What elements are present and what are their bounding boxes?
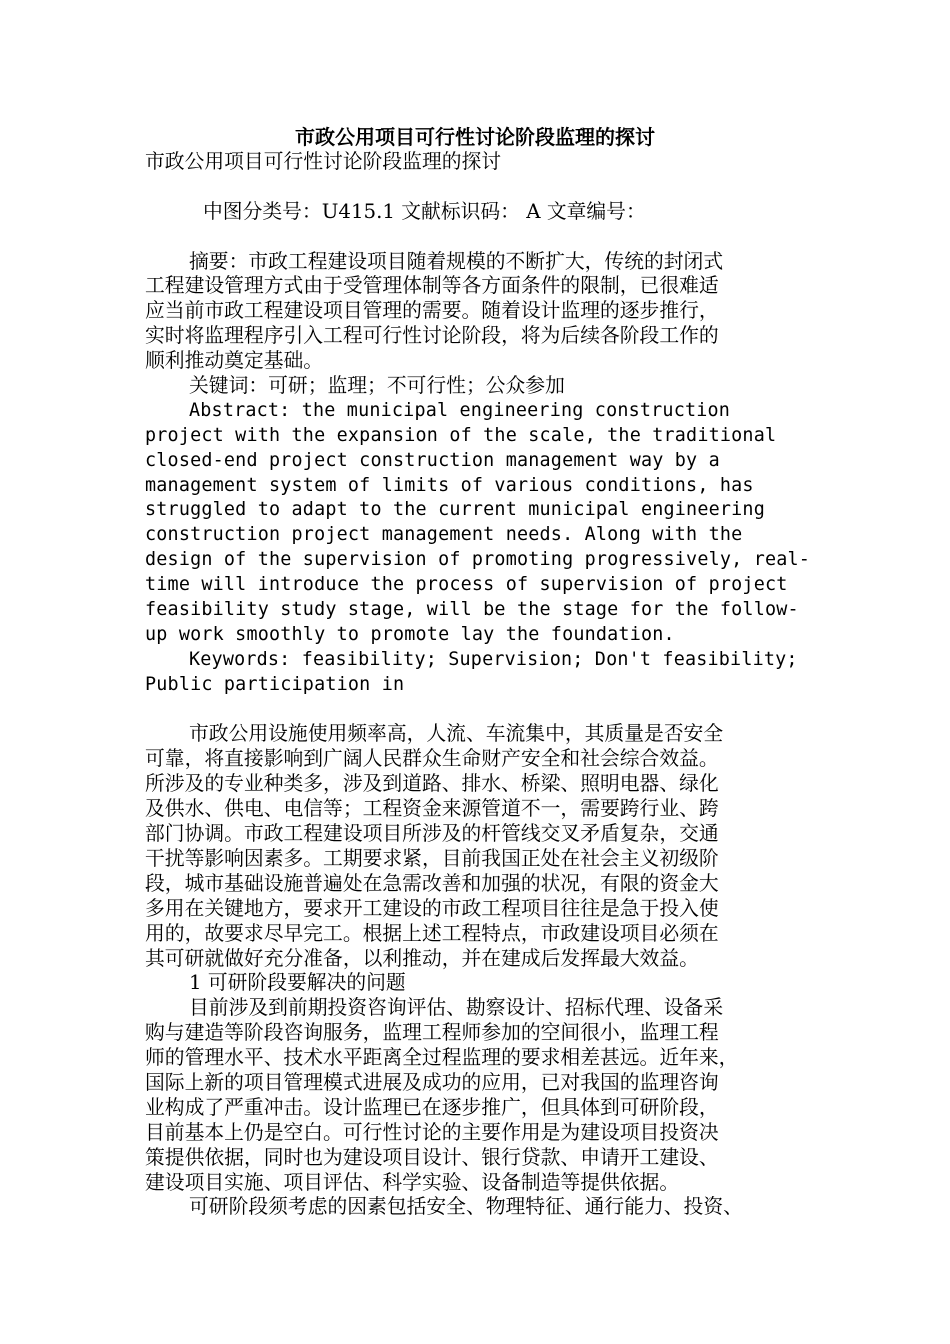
paragraph-line: 段，城市基础设施普遍处在急需改善和加强的状况，有限的资金大 [145,871,719,895]
paragraph-line: 策提供依据，同时也为建设项目设计、银行贷款、申请开工建设、 [145,1145,719,1169]
abstract-line: 顺利推动奠定基础。 [145,349,324,373]
keywords-en-line: Keywords: feasibility; Supervision; Don't feasibility; [189,648,798,670]
abstract-en-line: Abstract: the municipal engineering construction [189,399,731,421]
paragraph-line: 及供水、供电、电信等；工程资金来源管道不一，需要跨行业、跨 [145,797,719,821]
abstract-en-line: closed-end project construction management way by a [145,449,720,471]
abstract-en-line: management system of limits of various conditions, has [145,474,754,496]
paragraph-line: 市政公用设施使用频率高，人流、车流集中，其质量是否安全 [189,722,724,746]
paragraph-line: 部门协调。市政工程建设项目所涉及的杆管线交叉矛盾复杂，交通 [145,822,719,846]
spacer [145,175,807,200]
abstract-en-line: time will introduce the process of supervision of project [145,574,788,596]
paragraph-line: 国际上新的项目管理模式进展及成功的应用，已对我国的监理咨询 [145,1070,719,1094]
paragraph-line: 干扰等影响因素多。工期要求紧，目前我国正处在社会主义初级阶 [145,846,719,870]
keywords-en [145,648,807,698]
paragraph-line: 其可研就做好充分准备，以利推动，并在建成后发挥最大效益。 [145,946,699,970]
paragraph-1 [145,722,807,971]
section-heading: 1 可研阶段要解决的问题 [189,971,406,995]
paragraph-line: 建设项目实施、项目评估、科学实验、设备制造等提供依据。 [145,1170,680,1194]
keywords-cn: 关键词：可研；监理；不可行性；公众参加 [189,374,565,398]
paragraph-2 [145,996,807,1195]
abstract-cn [145,250,807,374]
paragraph-line: 所涉及的专业种类多，涉及到道路、排水、桥梁、照明电器、绿化 [145,772,719,796]
spacer [145,698,807,723]
spacer [145,225,807,250]
abstract-en-line: feasibility study stage, will be the stage for the follow- [145,599,799,621]
paragraph-line: 多用在关键地方，要求开工建设的市政工程项目往往是急于投入使 [145,896,719,920]
paragraph-line: 购与建造等阶段咨询服务，监理工程师参加的空间很小，监理工程 [145,1021,719,1045]
abstract-en-line: project with the expansion of the scale, the traditional [145,424,777,446]
document-title: 市政公用项目可行性讨论阶段监理的探讨 [295,125,655,149]
keywords-en-line: Public participation in [145,673,405,695]
paragraph-line: 可靠，将直接影响到广阔人民群众生命财产安全和社会综合效益。 [145,747,719,771]
abstract-en-line: construction project management needs. Along with the [145,524,743,546]
abstract-line: 摘要：市政工程建设项目随着规模的不断扩大，传统的封闭式 [189,249,724,273]
abstract-en [145,399,811,648]
abstract-en-line: up work smoothly to promote lay the foundation. [145,623,675,645]
paragraph-line: 师的管理水平、技术水平距离全过程监理的要求相差甚远。近年来， [145,1046,739,1070]
abstract-line: 应当前市政工程建设项目管理的需要。随着设计监理的逐步推行， [145,299,719,323]
paragraph-3 [145,1195,807,1220]
paragraph-line: 业构成了严重冲击。设计监理已在逐步推广，但具体到可研阶段， [145,1095,719,1119]
document-body [145,150,811,1220]
document-subtitle: 市政公用项目可行性讨论阶段监理的探讨 [145,150,502,173]
abstract-en-line: struggled to adapt to the current municipal engineering [145,499,765,521]
abstract-en-line: design of the supervision of promoting progressively, real- [145,549,811,571]
abstract-line: 工程建设管理方式由于受管理体制等各方面条件的限制，已很难适 [145,274,719,298]
paragraph-line: 目前涉及到前期投资咨询评估、勘察设计、招标代理、设备采 [189,996,724,1020]
paragraph-line: 可研阶段须考虑的因素包括安全、物理特征、通行能力、投资、 [189,1195,743,1219]
classification-line: 中图分类号：U415.1 文献标识码： A 文章编号： [203,199,646,223]
paragraph-line: 目前基本上仍是空白。可行性讨论的主要作用是为建设项目投资决 [145,1120,719,1144]
abstract-line: 实时将监理程序引入工程可行性讨论阶段，将为后续各阶段工作的 [145,324,719,348]
paragraph-line: 用的，故要求尽早完工。根据上述工程特点，市政建设项目必须在 [145,921,719,945]
